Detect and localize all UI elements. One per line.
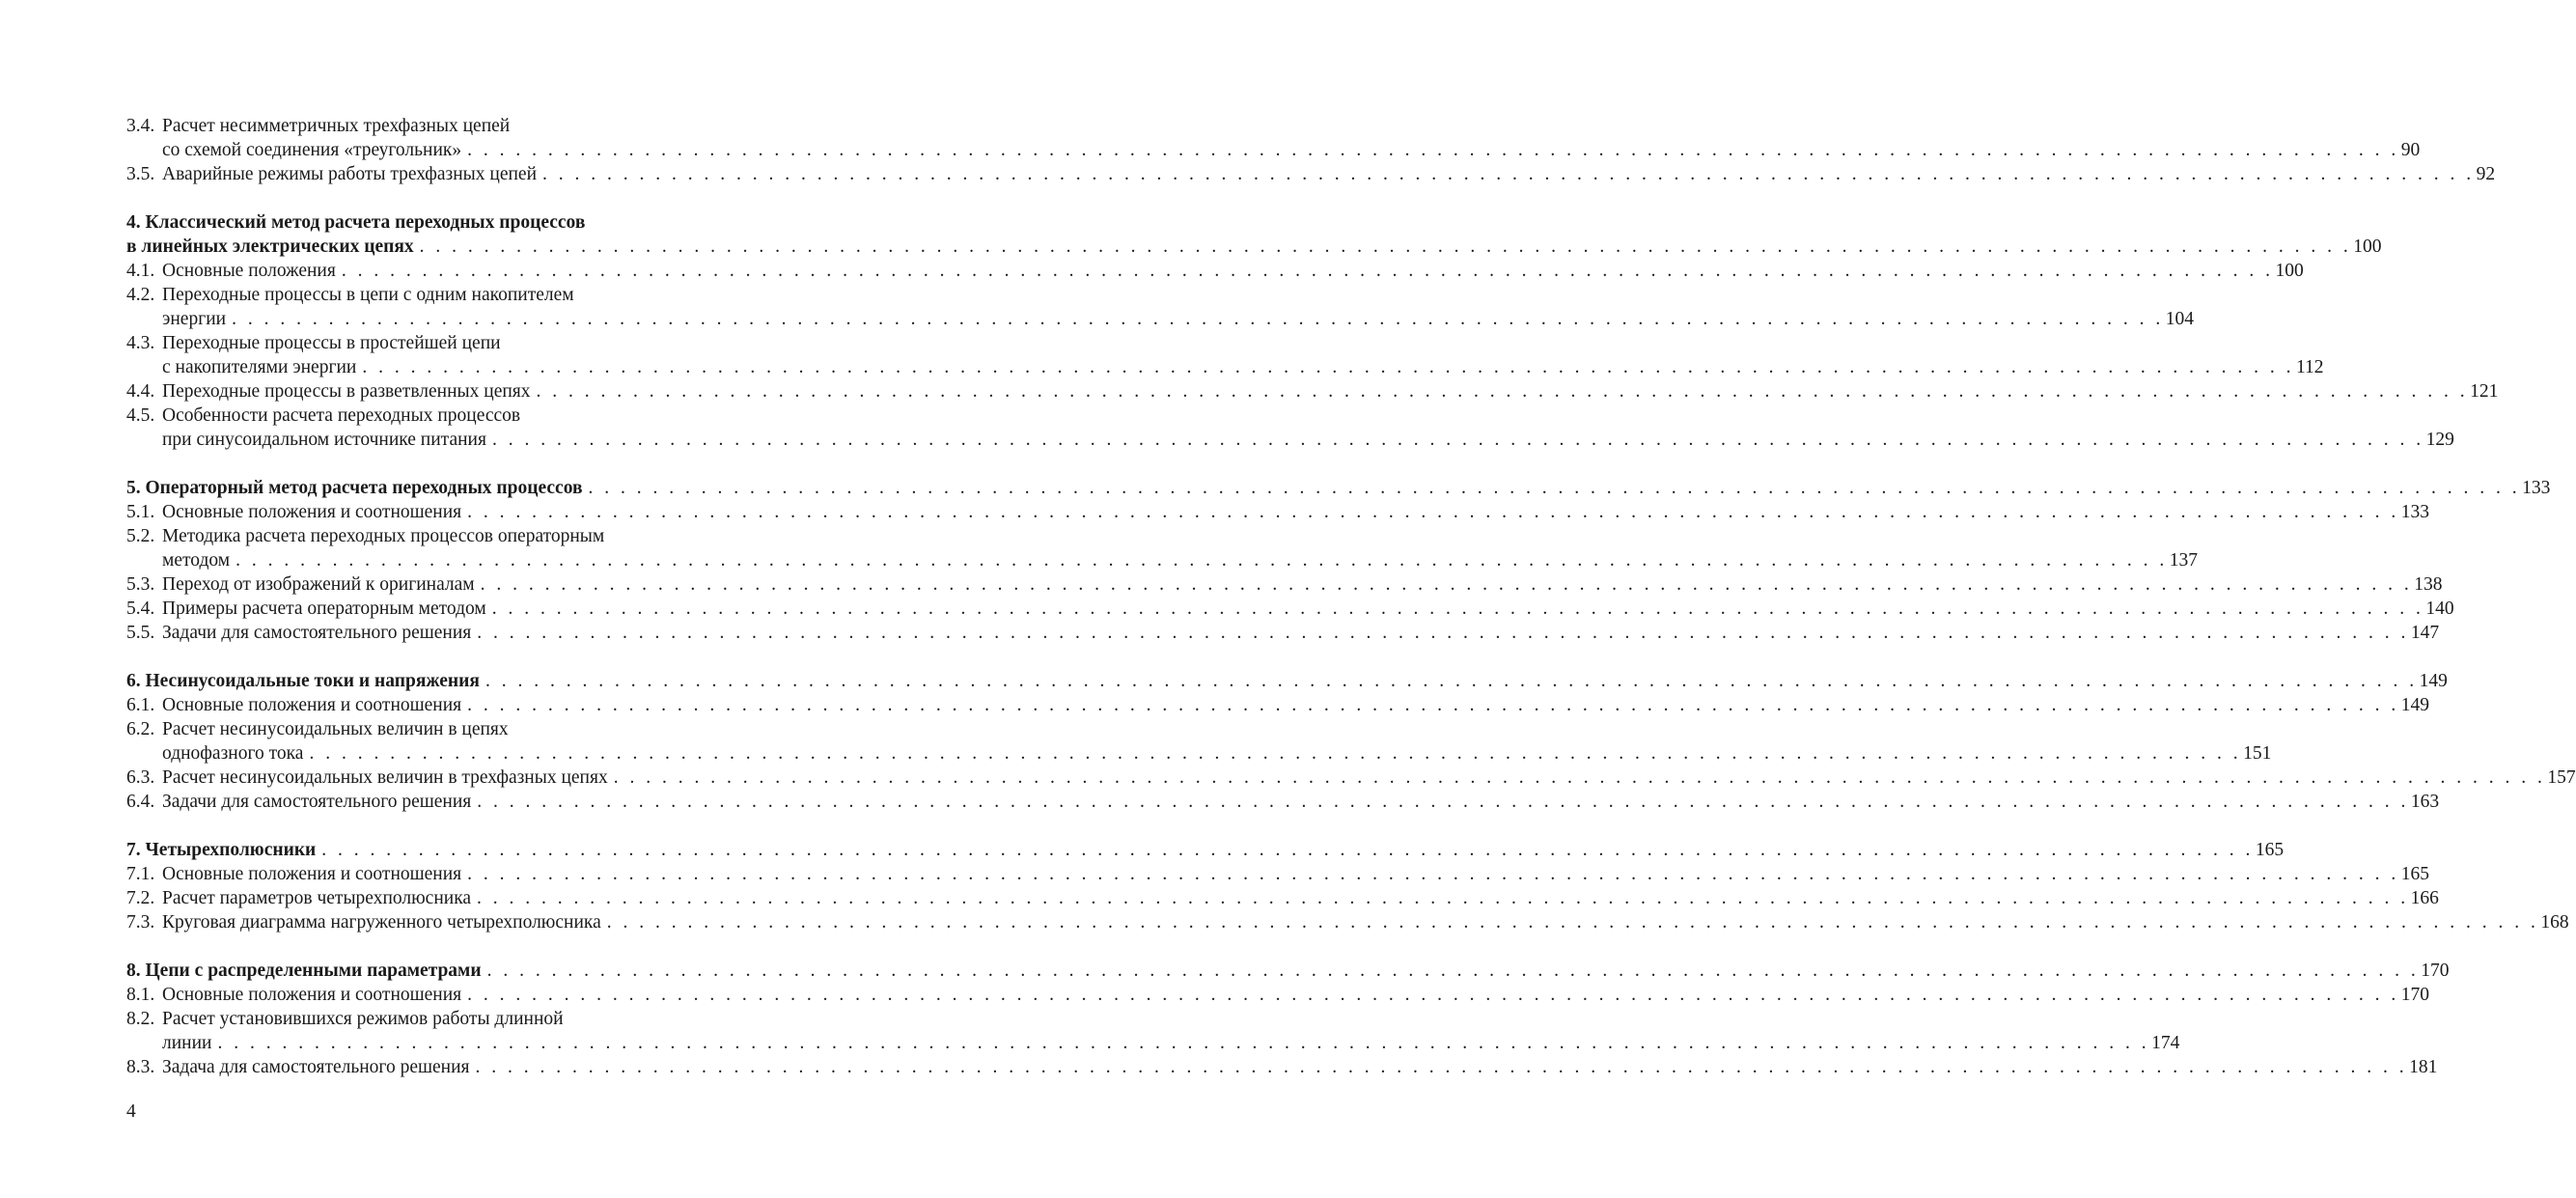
section-spacer — [126, 645, 742, 669]
toc-entry-number: 4.5. — [126, 405, 155, 426]
toc-entry — [126, 862, 2430, 886]
toc-entry-title: Задачи для самостоятельного решения — [162, 792, 472, 812]
toc-entry-title: в линейных электрических цепях — [126, 237, 414, 257]
toc-entry-body — [162, 404, 742, 428]
toc-page-number: 129 — [2425, 430, 2454, 450]
dot-leader: . . . . . . . . . . . . . . . . . . . . . . . . . . . . . . . . . . . . . . . . . . . . . . . . . . . . . . . . . . . . . . . . . . . . . . . . . . . . . . . . . . . . . . . . . . . . . . . . . . . . . . . . . . . . . . . . . . . . . . . . — [321, 840, 2254, 860]
toc-entry — [126, 693, 2430, 717]
toc-chapter — [126, 838, 2285, 862]
dot-leader: . . . . . . . . . . . . . . . . . . . . . . . . . . . . . . . . . . . . . . . . . . . . . . . . . . . . . . . . . . . . . . . . . . . . . . . . . . . . . . . . . . . . . . . . . . . . . . . . . . . . . . . . . . . . . . . . . . . . . . . . — [606, 912, 2539, 933]
toc-page-number: 165 — [2255, 840, 2285, 860]
toc-entry-title: методом — [162, 550, 231, 571]
dot-leader: . . . . . . . . . . . . . . . . . . . . . . . . . . . . . . . . . . . . . . . . . . . . . . . . . . . . . . . . . . . . . . . . . . . . . . . . . . . . . . . . . . . . . . . . . . . . . . . . . . . . . . . . . . . . . . . . . . . . . . . . — [536, 381, 2469, 402]
toc-page-number: 92 — [2476, 164, 2496, 184]
toc-entry — [126, 259, 2304, 283]
toc-entry — [126, 1007, 742, 1031]
toc-entry-title: Основные положения — [162, 261, 336, 281]
toc-page-number: 112 — [2295, 357, 2324, 377]
toc-entry-body — [162, 693, 2430, 717]
dot-leader: . . . . . . . . . . . . . . . . . . . . . . . . . . . . . . . . . . . . . . . . . . . . . . . . . . . . . . . . . . . . . . . . . . . . . . . . . . . . . . . . . . . . . . . . . . . . . . . . . . . . . . . . . . . . . . . . . . . . . . . . — [486, 961, 2420, 981]
toc-chapter — [126, 669, 2448, 693]
toc-page-number: 170 — [2400, 985, 2430, 1005]
toc-entry-number: 8.3. — [126, 1057, 155, 1077]
dot-leader: . . . . . . . . . . . . . . . . . . . . . . . . . . . . . . . . . . . . . . . . . . . . . . . . . . . . . . . . . . . . . . . . . . . . . . . . . . . . . . . . . . . . . . . . . . . . . . . . . . . . . . . . . . . . . . . . . . . . . . . . — [467, 985, 2399, 1005]
toc-page-number: 133 — [2522, 478, 2551, 498]
toc-entry-title: 5. Операторный метод расчета переходных процессов — [126, 478, 583, 498]
toc-entry-number: 5.3. — [126, 574, 155, 595]
toc-entry-body — [162, 572, 2443, 597]
toc-chapter — [126, 235, 2382, 259]
dot-leader: . . . . . . . . . . . . . . . . . . . . . . . . . . . . . . . . . . . . . . . . . . . . . . . . . . . . . . . . . . . . . . . . . . . . . . . . . . . . . . . . . . . . . . . . . . . . . . . . . . . . . . . . . . . . . . . . . . . . . . . . — [491, 430, 2424, 450]
toc-entry-body — [162, 886, 2439, 910]
toc-entry-body — [162, 524, 742, 548]
page-number: 4 — [126, 1101, 136, 1122]
dot-leader: . . . . . . . . . . . . . . . . . . . . . . . . . . . . . . . . . . . . . . . . . . . . . . . . . . . . . . . . . . . . . . . . . . . . . . . . . . . . . . . . . . . . . . . . . . . . . . . . . . . . . . . . . . . . . . . . . . . . . . . . — [232, 309, 2164, 329]
toc-entry-number: 7.3. — [126, 912, 155, 933]
toc-entry-number: 8.1. — [126, 985, 155, 1005]
toc-entry-title: со схемой соединения «треугольник» — [162, 140, 462, 160]
toc-entry-number: 5.1. — [126, 502, 155, 522]
toc-entry-number: 4.1. — [126, 261, 155, 281]
toc-page-number: 104 — [2165, 309, 2194, 329]
toc-entry-number: 4.2. — [126, 285, 155, 305]
toc-entry-title: Переходные процессы в простейшей цепи — [162, 333, 501, 353]
toc-entry-title: с накопителями энергии — [162, 357, 357, 377]
toc-entry-body — [162, 331, 742, 355]
toc-page-number: 168 — [2540, 912, 2569, 933]
dot-leader: . . . . . . . . . . . . . . . . . . . . . . . . . . . . . . . . . . . . . . . . . . . . . . . . . . . . . . . . . . . . . . . . . . . . . . . . . . . . . . . . . . . . . . . . . . . . . . . . . . . . . . . . . . . . . . . . . . . . . . . . — [467, 140, 2399, 160]
toc-chapter — [126, 476, 2551, 500]
dot-leader: . . . . . . . . . . . . . . . . . . . . . . . . . . . . . . . . . . . . . . . . . . . . . . . . . . . . . . . . . . . . . . . . . . . . . . . . . . . . . . . . . . . . . . . . . . . . . . . . . . . . . . . . . . . . . . . . . . . . . . . . — [480, 574, 2413, 595]
section-spacer — [126, 186, 742, 210]
toc-entry-title: Расчет параметров четырехполюсника — [162, 888, 472, 908]
toc-entry — [126, 621, 2440, 645]
toc-page-number: 138 — [2414, 574, 2443, 595]
toc-entry-body — [162, 114, 742, 138]
toc-entry-continuation — [126, 138, 2421, 162]
toc-page-number: 181 — [2409, 1057, 2438, 1077]
toc-entry-continuation — [126, 428, 2454, 452]
toc-entry-title: 8. Цепи с распределенными параметрами — [126, 961, 482, 981]
section-spacer — [126, 814, 742, 838]
toc-entry-title: Примеры расчета операторным методом — [162, 599, 486, 619]
toc-entry-body — [162, 790, 2440, 814]
toc-entry — [126, 1055, 2438, 1079]
toc-entry-title: Переходные процессы в разветвленных цепях — [162, 381, 531, 402]
dot-leader: . . . . . . . . . . . . . . . . . . . . . . . . . . . . . . . . . . . . . . . . . . . . . . . . . . . . . . . . . . . . . . . . . . . . . . . . . . . . . . . . . . . . . . . . . . . . . . . . . . . . . . . . . . . . . . . . . . . . . . . . — [475, 1057, 2408, 1077]
toc-entry-title: при синусоидальном источнике питания — [162, 430, 486, 450]
toc-entry-number: 8.2. — [126, 1009, 155, 1029]
toc-page-number: 90 — [2400, 140, 2421, 160]
toc-page-number: 157 — [2547, 767, 2576, 788]
section-spacer — [126, 452, 742, 476]
toc-entry-title: Основные положения и соотношения — [162, 502, 462, 522]
toc-entry-number: 6.1. — [126, 695, 155, 715]
toc-entry-title: однофазного тока — [162, 743, 304, 764]
toc-entry — [126, 283, 742, 307]
dot-leader: . . . . . . . . . . . . . . . . . . . . . . . . . . . . . . . . . . . . . . . . . . . . . . . . . . . . . . . . . . . . . . . . . . . . . . . . . . . . . . . . . . . . . . . . . . . . . . . . . . . . . . . . . . . . . . . . . . . . . . . . — [588, 478, 2521, 498]
toc-page-number: 151 — [2243, 743, 2272, 764]
toc-entry — [126, 404, 742, 428]
toc-entry — [126, 572, 2443, 597]
toc-entry-title: Задача для самостоятельного решения — [162, 1057, 470, 1077]
toc-entry-body — [162, 548, 2198, 572]
toc-page-number: 140 — [2425, 599, 2454, 619]
toc-entry-title: Особенности расчета переходных процессов — [162, 405, 521, 426]
toc-entry-number: 7.2. — [126, 888, 155, 908]
toc-entry-body — [162, 1031, 2180, 1055]
toc-entry-number: 4.3. — [126, 333, 155, 353]
toc-entry-title: 4. Классический метод расчета переходных процессов — [126, 212, 586, 233]
toc-entry-body — [162, 597, 2454, 621]
dot-leader: . . . . . . . . . . . . . . . . . . . . . . . . . . . . . . . . . . . . . . . . . . . . . . . . . . . . . . . . . . . . . . . . . . . . . . . . . . . . . . . . . . . . . . . . . . . . . . . . . . . . . . . . . . . . . . . . . . . . . . . . — [362, 357, 2294, 377]
toc-page-number: 165 — [2400, 864, 2430, 884]
toc-entry-body — [126, 210, 742, 235]
toc-entry-body — [162, 741, 2272, 766]
dot-leader: . . . . . . . . . . . . . . . . . . . . . . . . . . . . . . . . . . . . . . . . . . . . . . . . . . . . . . . . . . . . . . . . . . . . . . . . . . . . . . . . . . . . . . . . . . . . . . . . . . . . . . . . . . . . . . . . . . . . . . . . — [477, 888, 2409, 908]
section-spacer — [126, 934, 742, 959]
dot-leader: . . . . . . . . . . . . . . . . . . . . . . . . . . . . . . . . . . . . . . . . . . . . . . . . . . . . . . . . . . . . . . . . . . . . . . . . . . . . . . . . . . . . . . . . . . . . . . . . . . . . . . . . . . . . . . . . . . . . . . . . — [477, 792, 2409, 812]
toc-entry-body — [162, 428, 2454, 452]
toc-entry-title: 6. Несинусоидальные токи и напряжения — [126, 671, 480, 691]
toc-entry-number: 7.1. — [126, 864, 155, 884]
dot-leader: . . . . . . . . . . . . . . . . . . . . . . . . . . . . . . . . . . . . . . . . . . . . . . . . . . . . . . . . . . . . . . . . . . . . . . . . . . . . . . . . . . . . . . . . . . . . . . . . . . . . . . . . . . . . . . . . . . . . . . . . — [235, 550, 2168, 571]
toc-entry-body — [162, 138, 2421, 162]
toc-entry-title: Основные положения и соотношения — [162, 695, 462, 715]
toc-page-number: 166 — [2410, 888, 2439, 908]
toc-page-number: 149 — [2400, 695, 2430, 715]
toc-entry-title: Расчет несимметричных трехфазных цепей — [162, 116, 511, 136]
dot-leader: . . . . . . . . . . . . . . . . . . . . . . . . . . . . . . . . . . . . . . . . . . . . . . . . . . . . . . . . . . . . . . . . . . . . . . . . . . . . . . . . . . . . . . . . . . . . . . . . . . . . . . . . . . . . . . . . . . . . . . . . — [309, 743, 2242, 764]
toc-entry-title: Переходные процессы в цепи с одним накопителем — [162, 285, 574, 305]
toc-entry-title: Расчет установившихся режимов работы длинной — [162, 1009, 564, 1029]
toc-entry — [126, 983, 2430, 1007]
toc-entry-body — [162, 766, 2576, 790]
toc-entry-body — [162, 621, 2440, 645]
dot-leader: . . . . . . . . . . . . . . . . . . . . . . . . . . . . . . . . . . . . . . . . . . . . . . . . . . . . . . . . . . . . . . . . . . . . . . . . . . . . . . . . . . . . . . . . . . . . . . . . . . . . . . . . . . . . . . . . . . . . . . . . — [613, 767, 2546, 788]
toc-entry-number: 6.3. — [126, 767, 155, 788]
dot-leader: . . . . . . . . . . . . . . . . . . . . . . . . . . . . . . . . . . . . . . . . . . . . . . . . . . . . . . . . . . . . . . . . . . . . . . . . . . . . . . . . . . . . . . . . . . . . . . . . . . . . . . . . . . . . . . . . . . . . . . . . — [485, 671, 2418, 691]
toc-entry-title: Методика расчета переходных процессов операторным — [162, 526, 605, 546]
toc-entry-title: Расчет несинусоидальных величин в трехфазных цепях — [162, 767, 608, 788]
toc-entry-number: 6.4. — [126, 792, 155, 812]
toc-entry — [126, 910, 2569, 934]
toc-entry-title: линии — [162, 1033, 212, 1053]
toc-entry-number: 3.4. — [126, 116, 155, 136]
toc-entry — [126, 597, 2454, 621]
toc-entry-body — [162, 910, 2569, 934]
toc-page-number: 170 — [2421, 961, 2450, 981]
toc-entry — [126, 379, 2499, 404]
toc-page-number: 174 — [2151, 1033, 2180, 1053]
toc-entry-title: Аварийные режимы работы трехфазных цепей — [162, 164, 538, 184]
toc-entry-body — [162, 717, 742, 741]
toc-entry-body — [162, 355, 2324, 379]
toc-entry-body — [162, 1007, 742, 1031]
toc-entry — [126, 331, 742, 355]
toc-entry-title: Переход от изображений к оригиналам — [162, 574, 475, 595]
toc-entry-body — [162, 500, 2430, 524]
dot-leader: . . . . . . . . . . . . . . . . . . . . . . . . . . . . . . . . . . . . . . . . . . . . . . . . . . . . . . . . . . . . . . . . . . . . . . . . . . . . . . . . . . . . . . . . . . . . . . . . . . . . . . . . . . . . . . . . . . . . . . . . — [542, 164, 2475, 184]
dot-leader: . . . . . . . . . . . . . . . . . . . . . . . . . . . . . . . . . . . . . . . . . . . . . . . . . . . . . . . . . . . . . . . . . . . . . . . . . . . . . . . . . . . . . . . . . . . . . . . . . . . . . . . . . . . . . . . . . . . . . . . . — [419, 237, 2352, 257]
dot-leader: . . . . . . . . . . . . . . . . . . . . . . . . . . . . . . . . . . . . . . . . . . . . . . . . . . . . . . . . . . . . . . . . . . . . . . . . . . . . . . . . . . . . . . . . . . . . . . . . . . . . . . . . . . . . . . . . . . . . . . . . — [341, 261, 2274, 281]
toc-page-number: 137 — [2169, 550, 2198, 571]
toc-chapter — [126, 210, 742, 235]
toc-entry-title: энергии — [162, 309, 227, 329]
toc-entry-title: 7. Четырехполюсники — [126, 840, 317, 860]
toc-entry-number: 5.5. — [126, 623, 155, 643]
dot-leader: . . . . . . . . . . . . . . . . . . . . . . . . . . . . . . . . . . . . . . . . . . . . . . . . . . . . . . . . . . . . . . . . . . . . . . . . . . . . . . . . . . . . . . . . . . . . . . . . . . . . . . . . . . . . . . . . . . . . . . . . — [467, 502, 2399, 522]
toc-entry-body — [162, 259, 2304, 283]
dot-leader: . . . . . . . . . . . . . . . . . . . . . . . . . . . . . . . . . . . . . . . . . . . . . . . . . . . . . . . . . . . . . . . . . . . . . . . . . . . . . . . . . . . . . . . . . . . . . . . . . . . . . . . . . . . . . . . . . . . . . . . . — [467, 695, 2399, 715]
toc-entry-body — [162, 983, 2430, 1007]
toc-entry-number: 5.4. — [126, 599, 155, 619]
dot-leader: . . . . . . . . . . . . . . . . . . . . . . . . . . . . . . . . . . . . . . . . . . . . . . . . . . . . . . . . . . . . . . . . . . . . . . . . . . . . . . . . . . . . . . . . . . . . . . . . . . . . . . . . . . . . . . . . . . . . . . . . — [491, 599, 2424, 619]
toc-entry — [126, 790, 2440, 814]
toc-entry-number: 3.5. — [126, 164, 155, 184]
toc-entry-number: 4.4. — [126, 381, 155, 402]
toc-entry-title: Расчет несинусоидальных величин в цепях — [162, 719, 509, 739]
toc-entry — [126, 114, 742, 138]
toc-entry-body — [162, 862, 2430, 886]
toc-entry-body — [162, 307, 2194, 331]
toc-entry — [126, 500, 2430, 524]
toc-page-number: 121 — [2470, 381, 2499, 402]
toc-entry-number: 6.2. — [126, 719, 155, 739]
toc-entry-title: Круговая диаграмма нагруженного четырехполюсника — [162, 912, 601, 933]
toc-page-number: 100 — [2353, 237, 2382, 257]
toc-entry — [126, 886, 2439, 910]
toc-entry-continuation — [126, 1031, 2180, 1055]
dot-leader: . . . . . . . . . . . . . . . . . . . . . . . . . . . . . . . . . . . . . . . . . . . . . . . . . . . . . . . . . . . . . . . . . . . . . . . . . . . . . . . . . . . . . . . . . . . . . . . . . . . . . . . . . . . . . . . . . . . . . . . . — [467, 864, 2399, 884]
toc-entry — [126, 717, 742, 741]
toc-entry-number: 5.2. — [126, 526, 155, 546]
toc-entry-body — [162, 379, 2499, 404]
toc-entry-continuation — [126, 548, 2198, 572]
toc-entry-body — [126, 838, 2285, 862]
toc-entry — [126, 766, 2576, 790]
toc-entry-body — [126, 476, 2551, 500]
toc-entry-body — [162, 283, 742, 307]
toc-entry-continuation — [126, 355, 2324, 379]
toc-chapter — [126, 959, 2450, 983]
toc-entry-title: Задачи для самостоятельного решения — [162, 623, 472, 643]
table-of-contents — [126, 114, 2576, 1079]
dot-leader: . . . . . . . . . . . . . . . . . . . . . . . . . . . . . . . . . . . . . . . . . . . . . . . . . . . . . . . . . . . . . . . . . . . . . . . . . . . . . . . . . . . . . . . . . . . . . . . . . . . . . . . . . . . . . . . . . . . . . . . . — [477, 623, 2409, 643]
toc-page-number: 100 — [2275, 261, 2304, 281]
toc-entry-title: Основные положения и соотношения — [162, 985, 462, 1005]
toc-entry-continuation — [126, 741, 2272, 766]
toc-entry-body — [162, 1055, 2438, 1079]
toc-entry-body — [126, 235, 2382, 259]
dot-leader: . . . . . . . . . . . . . . . . . . . . . . . . . . . . . . . . . . . . . . . . . . . . . . . . . . . . . . . . . . . . . . . . . . . . . . . . . . . . . . . . . . . . . . . . . . . . . . . . . . . . . . . . . . . . . . . . . . . . . . . . — [217, 1033, 2150, 1053]
toc-page-number: 149 — [2419, 671, 2448, 691]
toc-entry-body — [126, 669, 2448, 693]
toc-entry-title: Основные положения и соотношения — [162, 864, 462, 884]
toc-page-number: 163 — [2410, 792, 2440, 812]
toc-entry-body — [162, 162, 2496, 186]
toc-page-number: 147 — [2410, 623, 2440, 643]
toc-page-number: 133 — [2400, 502, 2430, 522]
toc-entry — [126, 524, 742, 548]
toc-entry — [126, 162, 2496, 186]
toc-entry-continuation — [126, 307, 2194, 331]
toc-entry-body — [126, 959, 2450, 983]
